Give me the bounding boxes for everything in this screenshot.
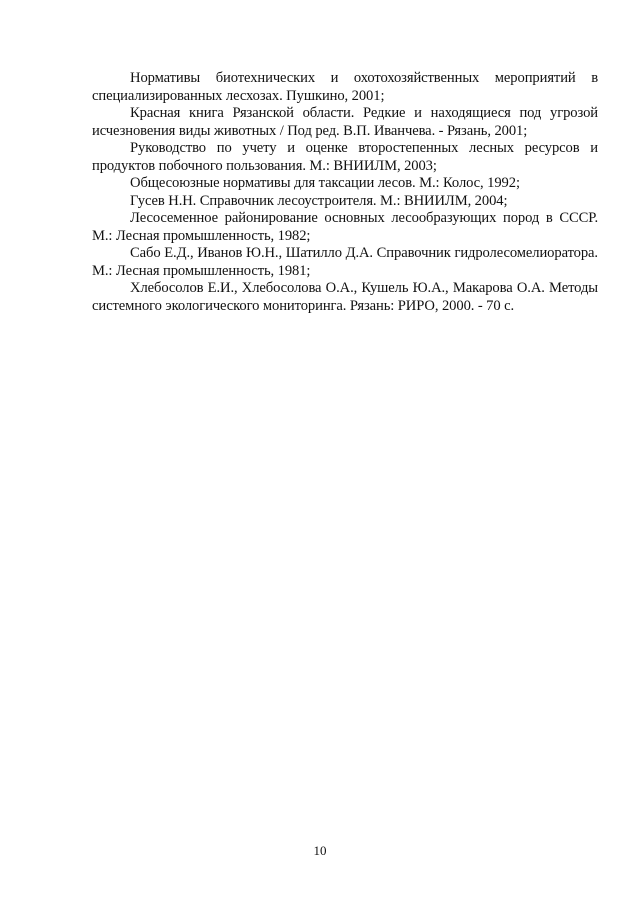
reference-item: Хлебосолов Е.И., Хлебосолова О.А., Кушель Ю.А., Макарова О.А. Методы системного экологического мониторинга. Рязань: РИРО, 2000. - 70 с. bbox=[92, 280, 598, 314]
page-number: 10 bbox=[313, 843, 327, 858]
reference-item: Лесосеменное районирование основных лесообразующих пород в СССР. М.: Лесная промышленность, 1982; bbox=[92, 210, 598, 244]
reference-item: Нормативы биотехнических и охотохозяйственных мероприятий в специализированных лесхозах. Пушкино, 2001; bbox=[92, 70, 598, 104]
reference-item: Сабо Е.Д., Иванов Ю.Н., Шатилло Д.А. Справочник гидролесомелиоратора. М.: Лесная промышленность, 1981; bbox=[92, 245, 598, 279]
reference-item: Общесоюзные нормативы для таксации лесов. М.: Колос, 1992; bbox=[130, 175, 520, 191]
reference-item: Красная книга Рязанской области. Редкие и находящиеся под угрозой исчезновения виды животных / Под ред. В.П. Иванчева. - Рязань, 2001; bbox=[92, 105, 598, 139]
reference-item: Руководство по учету и оценке второстепенных лесных ресурсов и продуктов побочного пользования. М.: ВНИИЛМ, 2003; bbox=[92, 140, 598, 174]
reference-item: Гусев Н.Н. Справочник лесоустроителя. М.: ВНИИЛМ, 2004; bbox=[130, 192, 508, 209]
reference-list bbox=[92, 70, 598, 315]
